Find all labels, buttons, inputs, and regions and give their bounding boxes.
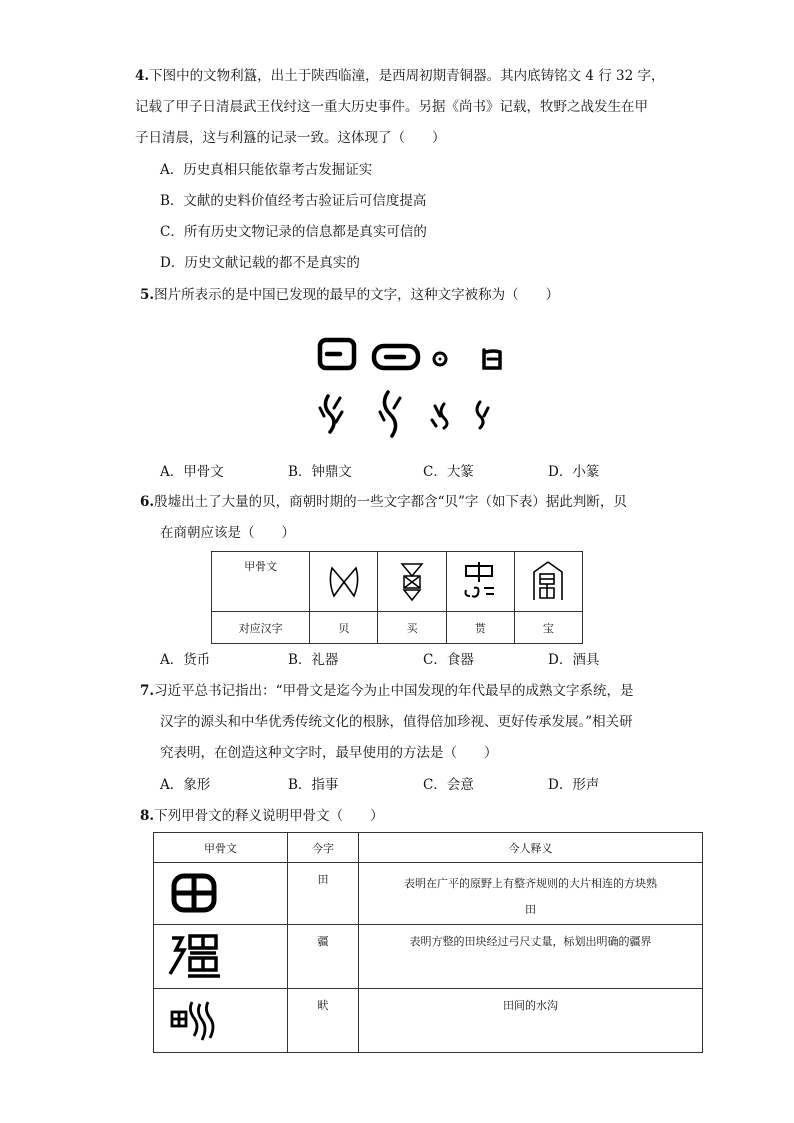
glyph-shi-icon — [460, 560, 500, 604]
q8-header-modern: 今字 — [288, 833, 359, 863]
q6-glyph-shi — [446, 552, 514, 612]
q4-line-2: 记载了甲子日清晨武王伐纣这一重大历史事件。另据《尚书》记载，牧野之战发生在甲 — [135, 99, 648, 115]
q8-header-meaning: 今人释义 — [359, 833, 703, 863]
q6-number: 6. — [140, 494, 155, 510]
q6-line-2: 在商朝应该是（ ） — [160, 525, 295, 541]
q6-glyph-bei — [310, 552, 378, 612]
q6-glyph-bao — [514, 552, 582, 612]
q8-line-1: 8.下列甲骨文的释义说明甲骨文（ ） — [140, 808, 384, 824]
q4-option-b[interactable]: B．文献的史料价值经考古验证后可信度提高 — [160, 193, 427, 209]
q6-char-1: 贝 — [310, 612, 378, 644]
q4-line-3: 子日清晨，这与利簋的记录一致。这体现了（ ） — [135, 130, 446, 146]
q8-meaning-3: 田间的水沟 — [359, 989, 703, 1053]
q6-table — [211, 551, 583, 644]
q7-option-d[interactable]: D．形声 — [548, 777, 600, 793]
q8-glyph-jiang — [154, 925, 288, 989]
q7-line-1: 7.习近平总书记指出：“甲骨文是迄今为止中国发现的年代最早的成熟文字系统，是 — [140, 683, 634, 699]
q6-glyph-mai — [378, 552, 446, 612]
q8-glyph-quan — [154, 989, 288, 1053]
q7-option-b[interactable]: B．指事 — [288, 777, 339, 793]
q4-line-1: 4.下图中的文物利簋，出土于陕西临潼，是西周初期青铜器。其内底铸铭文 4 行 32 字， — [135, 68, 665, 84]
q4-option-c[interactable]: C．所有历史文物记录的信息都是真实可信的 — [160, 224, 427, 240]
q6-char-4: 宝 — [514, 612, 582, 644]
glyph-mai-icon — [392, 560, 432, 604]
q5-number: 5. — [140, 287, 155, 303]
q8-meaning-1: 表明在广平的原野上有整齐规则的大片相连的方块熟 田 — [359, 863, 703, 925]
q6-char-3: 贳 — [446, 612, 514, 644]
q7-line-2: 汉字的源头和中华优秀传统文化的根脉，值得倍加珍视、更好传承发展。”相关研 — [160, 714, 633, 730]
glyph-jiang-icon — [166, 930, 226, 984]
glyph-quan-icon — [168, 996, 224, 1046]
q8-meaning-2: 表明方整的田块经过弓尺丈量，标划出明确的疆界 — [359, 925, 703, 989]
q7-option-a[interactable]: A．象形 — [160, 777, 211, 793]
oracle-glyphs-svg — [310, 328, 510, 443]
q8-table — [153, 832, 703, 1053]
q4-option-d[interactable]: D．历史文献记载的都不是真实的 — [160, 255, 360, 271]
q8-char-1: 田 — [288, 863, 359, 925]
q5-line-1: 5.图片所表示的是中国已发现的最早的文字，这种文字被称为（ ） — [140, 287, 560, 303]
q5-option-b[interactable]: B．钟鼎文 — [288, 464, 352, 480]
q4-option-a[interactable]: A．历史真相只能依靠考古发掘证实 — [160, 162, 373, 178]
q8-char-3: 畎 — [288, 989, 359, 1053]
glyph-bei-icon — [324, 562, 364, 602]
q5-option-d[interactable]: D．小篆 — [548, 464, 600, 480]
glyph-tian-icon — [168, 872, 224, 916]
q8-header-oracle: 甲骨文 — [154, 833, 288, 863]
q6-option-d[interactable]: D．酒具 — [548, 652, 600, 668]
q6-char-2: 买 — [378, 612, 446, 644]
glyph-bao-icon — [528, 560, 568, 604]
q6-line-1: 6.殷墟出土了大量的贝，商朝时期的一些文字都含“贝”字（如下表）据此判断，贝 — [140, 494, 627, 510]
q5-option-a[interactable]: A．甲骨文 — [160, 464, 224, 480]
q6-header-oracle: 甲骨文 — [212, 552, 310, 612]
q6-option-c[interactable]: C．食器 — [423, 652, 474, 668]
q4-number: 4. — [135, 68, 150, 84]
q6-header-modern: 对应汉字 — [212, 612, 310, 644]
q8-glyph-tian — [154, 863, 288, 925]
q8-char-2: 疆 — [288, 925, 359, 989]
q8-number: 8. — [140, 808, 155, 824]
q7-line-3: 究表明，在创造这种文字时，最早使用的方法是（ ） — [160, 745, 498, 761]
q7-option-c[interactable]: C．会意 — [423, 777, 474, 793]
q5-option-c[interactable]: C．大篆 — [423, 464, 474, 480]
q6-option-b[interactable]: B．礼器 — [288, 652, 339, 668]
q6-option-a[interactable]: A．货币 — [160, 652, 211, 668]
q7-number: 7. — [140, 683, 155, 699]
oracle-bone-glyphs-image — [310, 328, 510, 443]
